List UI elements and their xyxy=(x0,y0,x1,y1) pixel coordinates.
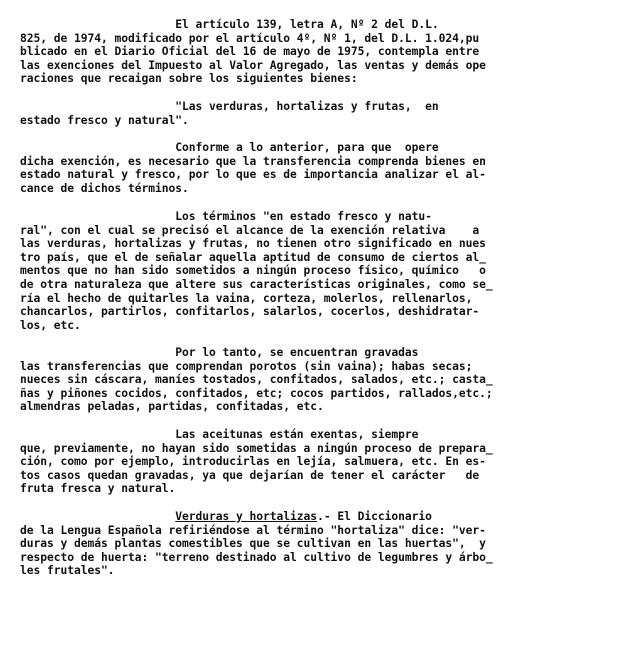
text-line: ral", con el cual se precisó el alcance de la exención relativa a xyxy=(20,223,480,237)
text-line: El artículo 139, letra A, Nº 2 del D.L. xyxy=(20,18,439,31)
text-line: las transferencias que comprendan porotos (sin vaina); habas secas; xyxy=(20,359,473,373)
text-line: Por lo tanto, se encuentran gravadas xyxy=(20,346,419,359)
paragraph-verduras xyxy=(20,510,610,578)
text-line: de otra naturaleza que altere sus características originales, como se̲ xyxy=(20,277,493,291)
text-line: respecto de huerta: "terreno destinado al cultivo de legumbres y árbo̲ xyxy=(20,550,493,564)
section-heading: Verduras y hortalizas xyxy=(175,510,318,523)
text-line: tos casos quedan gravadas, ya que dejarían de tener el carácter de xyxy=(20,468,480,482)
text-line: duras y demás plantas comestibles que se cultivan en las huertas", y xyxy=(20,537,486,551)
text-line: estado natural y fresco, por lo que es de importancia analizar el al- xyxy=(20,168,486,182)
paragraph-terminos xyxy=(20,210,610,332)
text-line: estado fresco y natural". xyxy=(20,113,189,127)
text-line: 825, de 1974, modificado por el artículo 4º, Nº 1, del D.L. 1.024,pu xyxy=(20,31,480,45)
text-line: les frutales". xyxy=(20,564,115,578)
text-line: de la Lengua Española refiriéndose al término "hortaliza" dice: "ver- xyxy=(20,523,486,537)
text-line: las verduras, hortalizas y frutas, no tienen otro significado en nues xyxy=(20,237,486,251)
text-line: Conforme a lo anterior, para que opere xyxy=(20,141,439,154)
paragraph-aceitunas xyxy=(20,428,610,496)
text-line: "Las verduras, hortalizas y frutas, en xyxy=(20,100,439,113)
text-line: tro país, que el de señalar aquella aptitud de consumo de ciertos al̲ xyxy=(20,250,486,264)
paragraph-conforme xyxy=(20,141,610,195)
text-line: mentos que no han sido sometidos a ningún proceso físico, químico o xyxy=(20,264,486,278)
text-line: almendras peladas, partidas, confitadas, etc. xyxy=(20,400,324,414)
text-line: raciones que recaigan sobre los siguientes bienes: xyxy=(20,72,358,86)
text-line: nueces sin cáscara, maníes tostados, confitados, salados, etc.; casta̲ xyxy=(20,373,493,387)
paragraph-intro xyxy=(20,18,610,86)
text-line: Las aceitunas están exentas, siempre xyxy=(20,428,419,441)
text-line: dicha exención, es necesario que la transferencia comprenda bienes en xyxy=(20,154,486,168)
text-line: ría el hecho de quitarles la vaina, corteza, molerlos, rellenarlos, xyxy=(20,291,473,305)
heading-continuation: .- El Diccionario xyxy=(317,510,432,523)
text-line: los, etc. xyxy=(20,318,81,332)
text-line: que, previamente, no hayan sido sometidas a ningún proceso de prepara̲ xyxy=(20,441,493,455)
text-line: Los términos "en estado fresco y natu- xyxy=(20,210,432,223)
text-line xyxy=(20,510,610,524)
paragraph-gravadas xyxy=(20,346,610,414)
paragraph-quote xyxy=(20,100,610,127)
text-line: chancarlos, partirlos, confitarlos, salarlos, cocerlos, deshidratar- xyxy=(20,305,480,319)
text-line: blicado en el Diario Oficial del 16 de mayo de 1975, contempla entre xyxy=(20,45,480,59)
text-line: fruta fresca y natural. xyxy=(20,482,176,496)
text-line: las exenciones del Impuesto al Valor Agregado, las ventas y demás ope xyxy=(20,58,486,72)
text-line: ñas y piñones cocidos, confitados, etc; cocos partidos, rallados,etc.; xyxy=(20,386,493,400)
text-line: cance de dichos términos. xyxy=(20,181,189,195)
text-line: ción, como por ejemplo, introducirlas en lejía, salmuera, etc. En es- xyxy=(20,455,486,469)
